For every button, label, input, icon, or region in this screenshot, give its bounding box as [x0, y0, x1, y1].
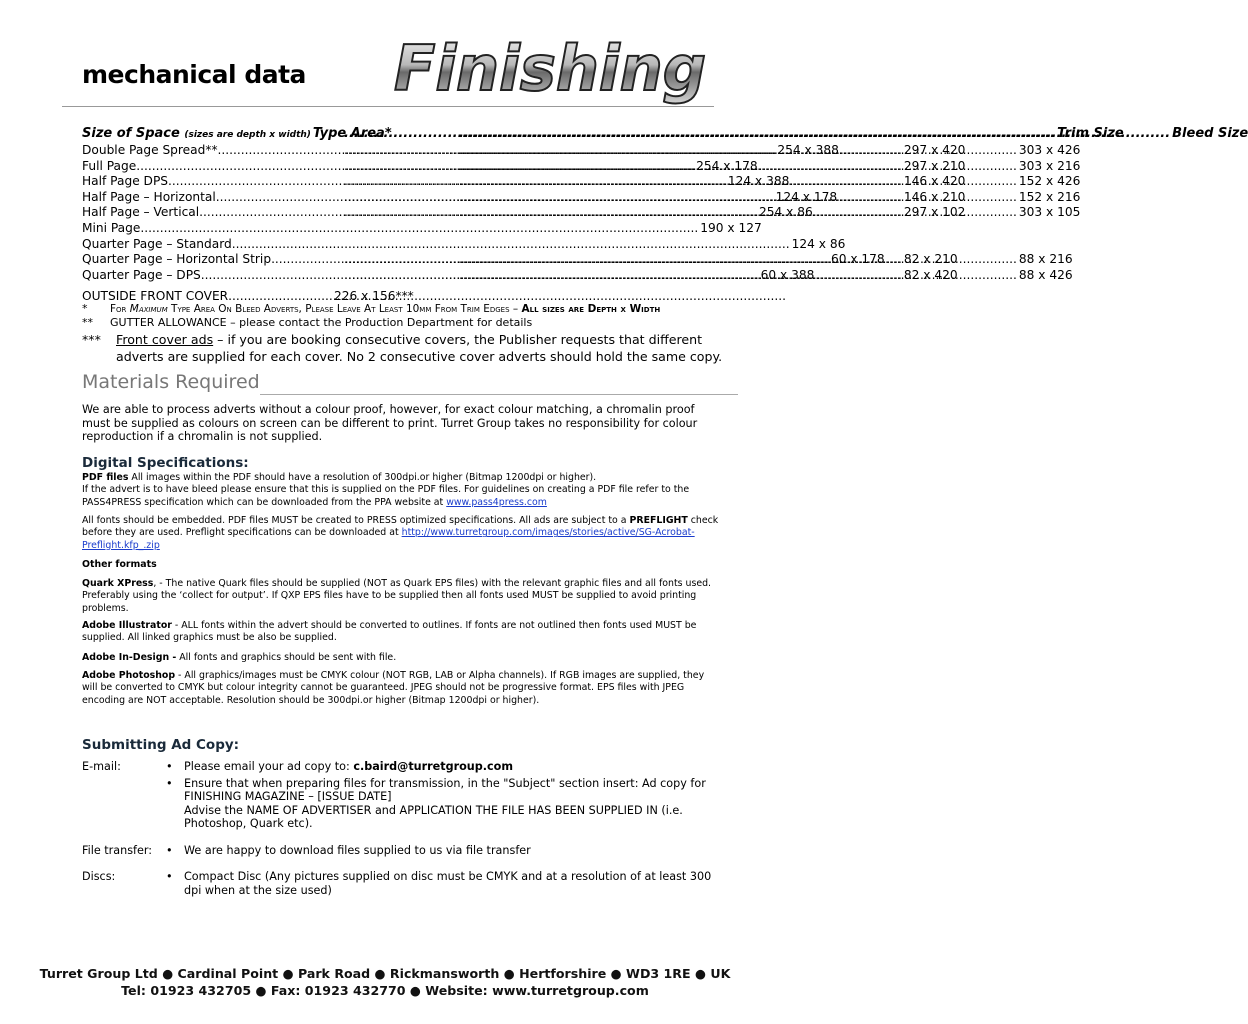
size-row-label: Half Page – Horizontal: [82, 189, 216, 204]
header-bleed-size: Bleed Size: [1172, 126, 1248, 141]
size-row-label: Half Page DPS: [82, 174, 169, 189]
size-row-bleed: 152 x 426: [1018, 174, 1081, 189]
size-row: [82, 189, 1081, 206]
size-row-trim: 297 x 420: [903, 143, 966, 157]
size-row: [82, 158, 1081, 175]
pdf-files-block: PDF files All images within the PDF should have a resolution of 300dpi.or higher (Bitmap 1200dpi or higher). If the advert is to have bleed please ensure that this is supplied on the PDF files. For guidelines on creating a PDF file refer to the PASS4PRESS specification which can be downloaded from the PPA website at www.pass4press.com: [82, 472, 690, 508]
footer-contact: Tel: 01923 432705 ● Fax: 01923 432770 ● Website: www.turretgroup.com: [121, 983, 649, 998]
footer-address: Turret Group Ltd ● Cardinal Point ● Park Road ● Rickmansworth ● Hertforshire ● WD3 1RE ● UK: [39, 966, 731, 981]
size-row-type-area: 254 x 178: [696, 158, 758, 173]
email-item-2: • Ensure that when preparing files for transmission, in the "Subject" section insert: Ad copy for FINISHING MAGAZINE – [ISSUE DATE] Advise the NAME OF ADVERTISER and APPLICATION THE FILE HAS BEEN SUPPLIED IN (i.e. Photoshop, Quark etc).: [166, 776, 706, 831]
materials-divider: [260, 394, 738, 395]
front-cover-ads-link: Front cover ads: [116, 332, 214, 347]
indesign-block: Adobe In-Design - All fonts and graphics should be sent with file.: [82, 652, 397, 663]
size-row-type-area: 254 x 86: [759, 205, 813, 220]
other-formats-title: Other formats: [82, 559, 157, 570]
page-title: mechanical data: [82, 60, 306, 89]
size-row-bleed: 88 x 216: [1018, 252, 1073, 267]
email-item-1: • Please email your ad copy to: c.baird@turretgroup.com: [166, 760, 514, 773]
size-row: [82, 236, 846, 253]
outside-cover-value: 226 x 156***: [334, 289, 414, 304]
size-row: [82, 267, 1073, 284]
size-row-trim: 146 x 210: [903, 189, 966, 204]
size-row-type-area: 254 x 388: [777, 143, 839, 157]
size-table-header: [82, 126, 1248, 143]
size-row-label: Half Page – Vertical: [82, 205, 200, 220]
submitting-title: Submitting Ad Copy:: [82, 737, 240, 753]
size-row-bleed: 303 x 105: [1018, 205, 1081, 220]
size-row-type-area: 124 x 86: [791, 236, 846, 251]
size-row-type-area: 124 x 388: [727, 174, 790, 189]
discs-item: • Compact Disc (Any pictures supplied on disc must be CMYK and at a resolution of at least 300 dpi when at the size used): [166, 870, 712, 897]
materials-title: Materials Required: [82, 371, 260, 393]
size-row-trim: 82 x 420: [903, 267, 958, 282]
discs-label: Discs:: [82, 870, 116, 883]
size-row-trim: 297 x 102: [903, 205, 966, 220]
logo-wordmark: Finishing: [394, 32, 706, 105]
size-row-type-area: 124 x 178: [775, 189, 838, 204]
materials-text: We are able to process adverts without a colour proof, however, for exact colour matching, a chromalin proof must be supplied as colours on screen can be different to print. Turret Group takes no responsibility for colour reproduction if a chromalin is not supplied.: [82, 403, 698, 444]
header-type-area: Type Area*: [312, 126, 392, 141]
size-row-trim: 297 x 210: [903, 158, 966, 173]
size-row-bleed: 152 x 216: [1018, 189, 1081, 204]
size-rows: [82, 143, 1081, 283]
size-row-label: Double Page Spread**: [82, 143, 218, 157]
email-label: E-mail:: [82, 760, 121, 773]
header-trim-size: Trim Size: [1057, 126, 1124, 141]
file-transfer-row: [82, 844, 722, 861]
size-row: [82, 174, 1081, 190]
size-row: [82, 220, 762, 237]
email-row: [82, 760, 722, 834]
size-row-trim: 82 x 210: [903, 252, 958, 267]
size-row-trim: 146 x 420: [903, 174, 966, 189]
size-row-label: Full Page: [82, 158, 137, 173]
illustrator-block: Adobe Illustrator - ALL fonts within the advert should be converted to outlines. If fonts are not outlined then fonts used MUST be supplied. All linked graphics must be also be supplied.: [82, 620, 697, 644]
size-row: [82, 252, 1073, 268]
note-1: * For Maximum Type Area On Bleed Adverts, Please Leave At Least 10mm From Trim Edges – All sizes are Depth x Width: [82, 302, 661, 315]
email-address-link[interactable]: c.baird@turretgroup.com: [353, 760, 514, 773]
size-row: [82, 205, 1081, 221]
size-row-type-area: 60 x 388: [760, 267, 815, 282]
header-divider: [62, 106, 714, 107]
note-2: ** GUTTER ALLOWANCE – please contact the Production Department for details: [82, 316, 533, 329]
quark-block: Quark XPress, - The native Quark files should be supplied (NOT as Quark EPS files) with the relevant graphic files and all fonts used. Preferably using the ‘collect for output’. If QXP EPS files have to be supplied then all fonts used MUST be supplied to avoid printing problems.: [82, 578, 712, 614]
photoshop-block: Adobe Photoshop - All graphics/images must be CMYK colour (NOT RGB, LAB or Alpha channels). If RGB images are supplied, they will be converted to CMYK but colour integrity cannot be guaranteed. JPEG should not be progressive format. EPS files with JPEG encoding are NOT acceptable. Resolution should be 300dpi.or higher (Bitmap 1200dpi or higher).: [82, 670, 705, 706]
size-table: [82, 126, 1248, 305]
size-row-label: Mini Page: [82, 220, 141, 235]
fonts-block: All fonts should be embedded. PDF files MUST be created to PRESS optimized specifications. All ads are subject to a PREFLIGHT check before they are used. Preflight specifications can be downloaded at http://www.turretgroup.com/images/stories/active/SG-Acrobat-Preflight.kfp_.zip: [82, 515, 719, 551]
file-transfer-label: File transfer:: [82, 844, 153, 857]
size-row-bleed: 88 x 426: [1018, 267, 1073, 282]
pass4press-link[interactable]: www.pass4press.com: [446, 496, 547, 508]
size-row-label: Quarter Page – Horizontal Strip: [82, 252, 272, 267]
size-row-type-area: 60 x 178: [830, 252, 885, 267]
size-row-label: Quarter Page – DPS: [82, 267, 201, 282]
file-transfer-item: • We are happy to download files supplied to us via file transfer: [166, 844, 531, 857]
outside-cover-label: OUTSIDE FRONT COVER: [82, 289, 229, 304]
finishing-logo: [388, 34, 714, 104]
header-size-note: (sizes are depth x width): [184, 130, 311, 140]
preflight-link[interactable]: http://www.turretgroup.com/images/stories/active/SG-Acrobat-Preflight.kfp_.zip: [82, 527, 695, 551]
size-row-bleed: 303 x 216: [1018, 158, 1081, 173]
size-row: [82, 143, 1081, 159]
note-3: *** Front cover ads – if you are booking consecutive covers, the Publisher requests that different adverts are supplied for each cover. No 2 consecutive cover adverts should hold the same copy.: [82, 332, 723, 364]
size-row-label: Quarter Page – Standard: [82, 236, 232, 251]
notes: [82, 302, 732, 365]
discs-row: [82, 870, 722, 900]
digital-specs-title: Digital Specifications:: [82, 455, 249, 471]
header-size: Size of Space: [82, 126, 180, 141]
size-row-type-area: 190 x 127: [700, 220, 762, 235]
size-row-bleed: 303 x 426: [1018, 143, 1081, 157]
